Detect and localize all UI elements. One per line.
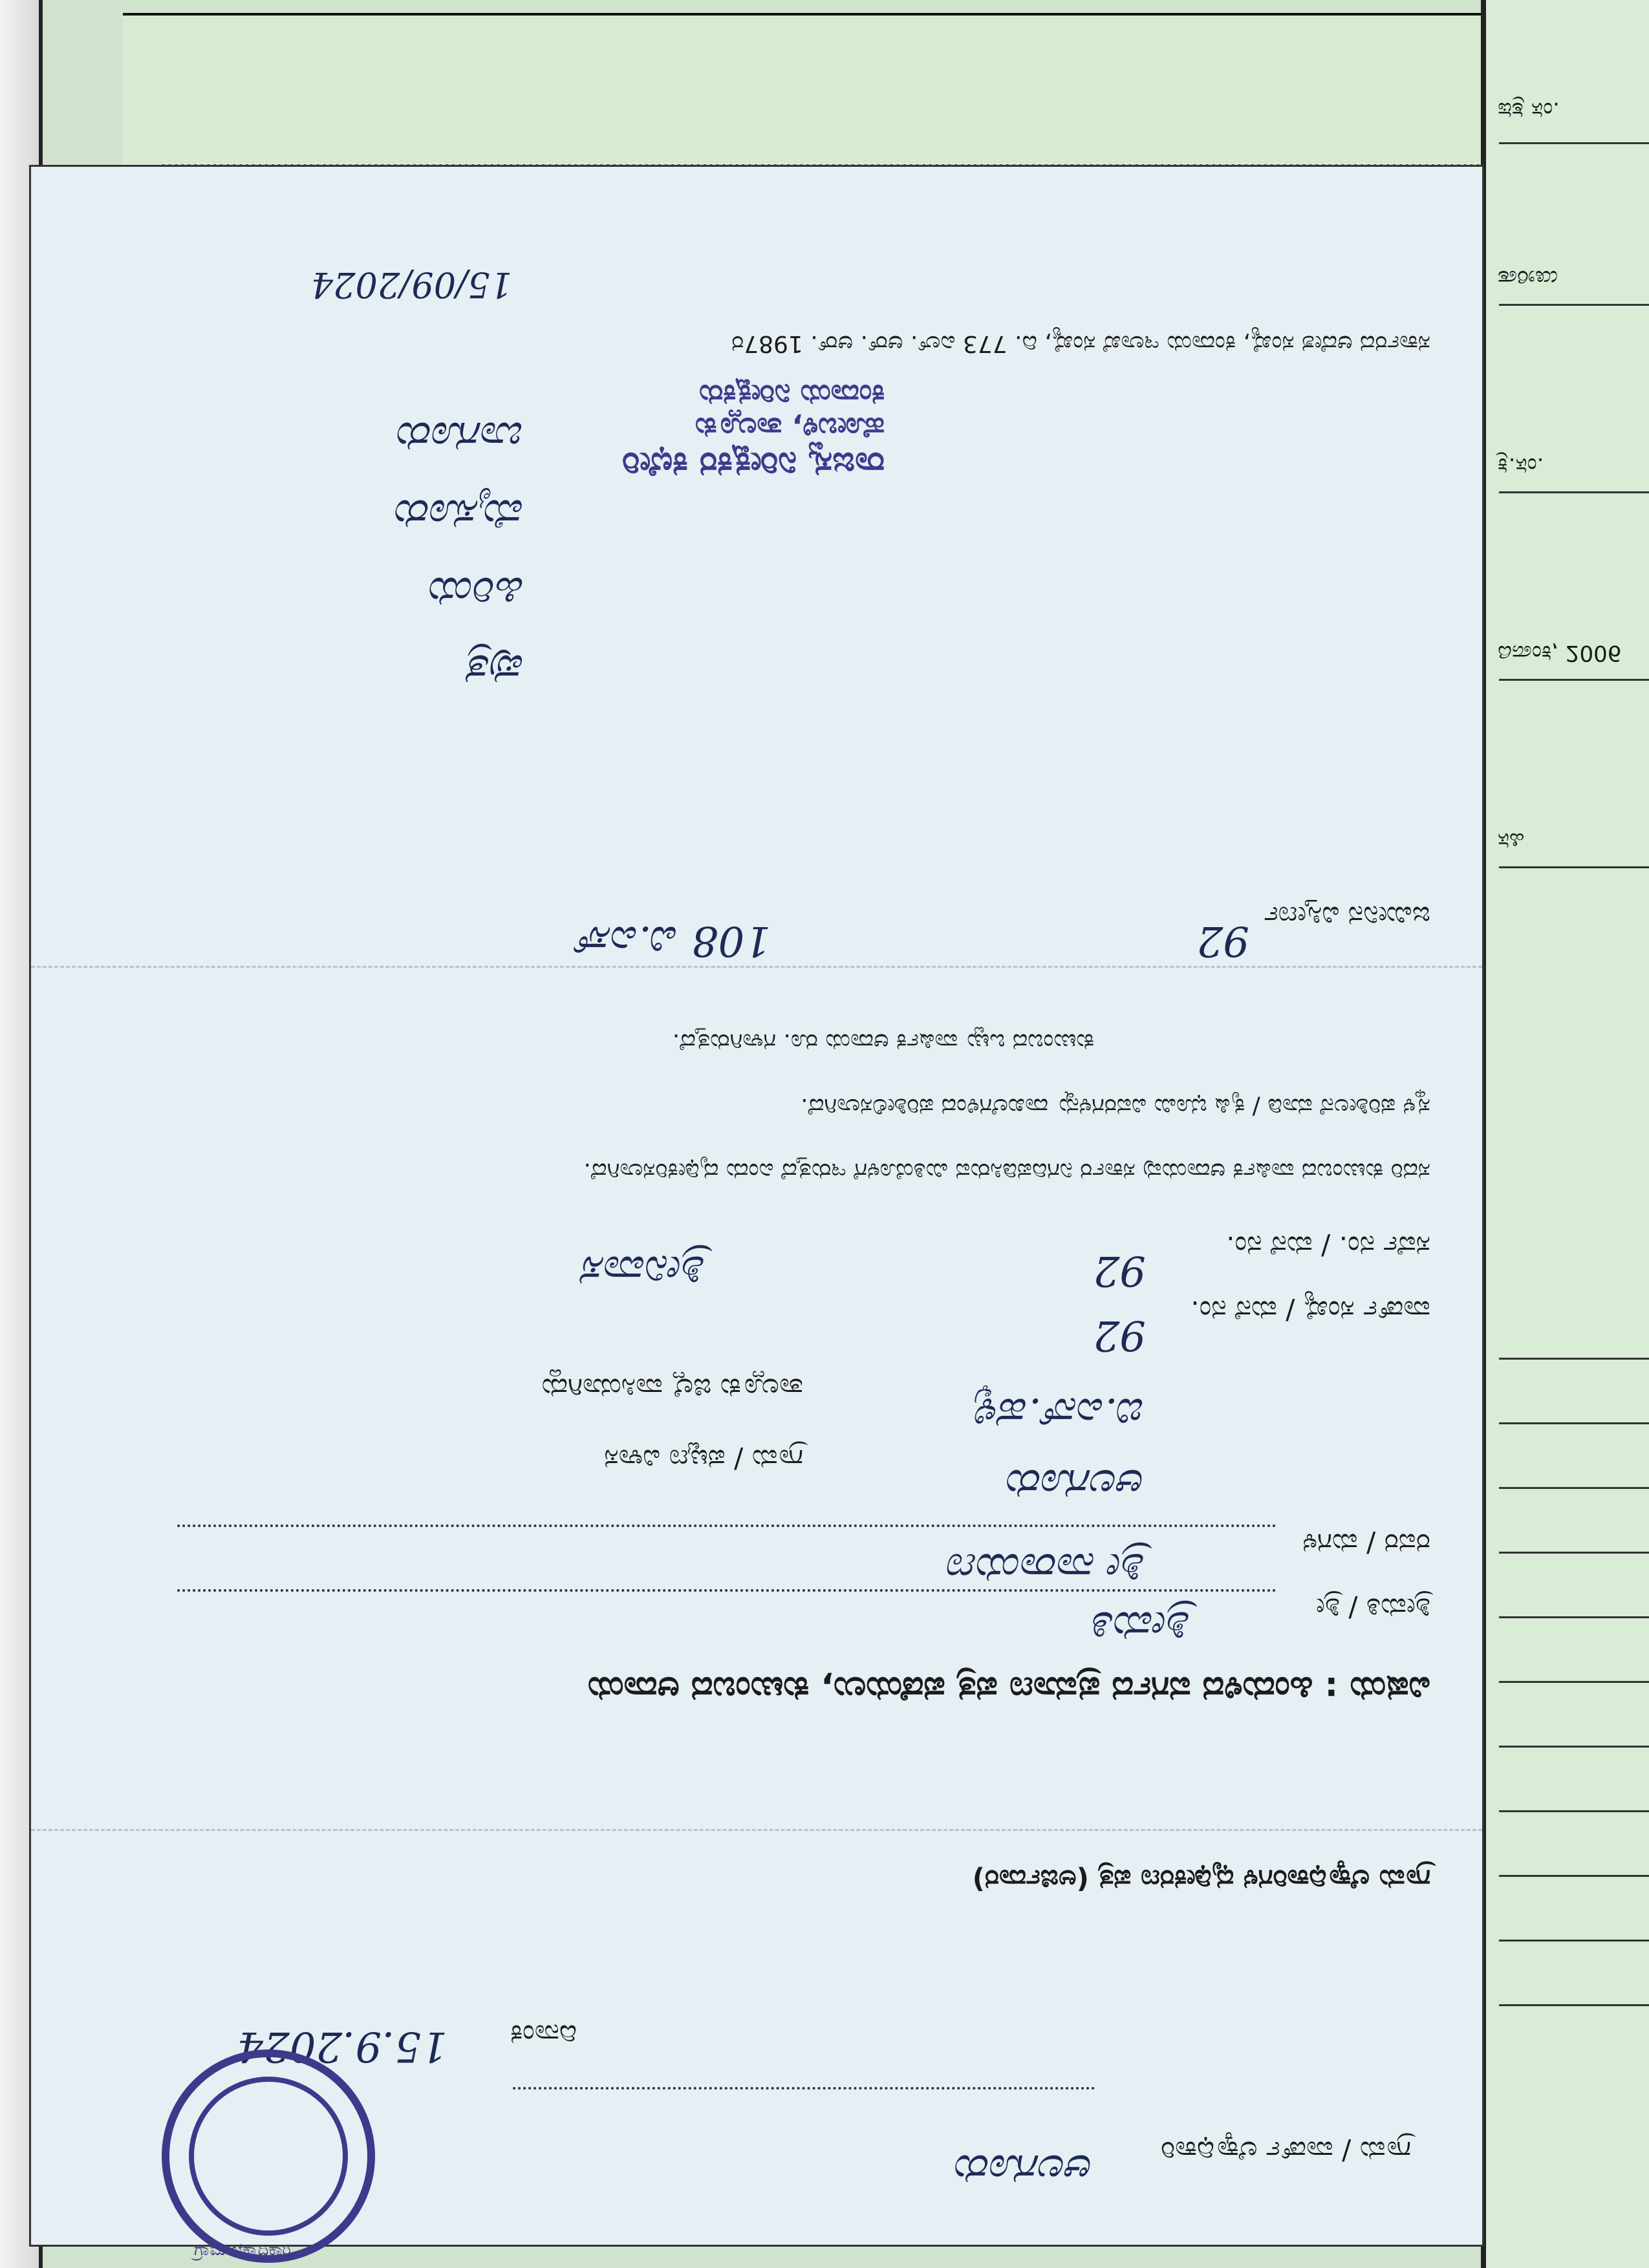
date-label: ದಿನಾಂಕ [510, 2019, 577, 2051]
signature-line [512, 2087, 1094, 2090]
field-label: ವಾರ್ಡ್ ಸಂಖ್ಯೆ / ಮನೆ ನಂ. [1191, 1295, 1430, 1327]
relation: ಪುತ್ರ [468, 645, 525, 693]
officer-seal [322, 341, 885, 484]
form-rule [1499, 1422, 1649, 1424]
hobli-name: ಬಿ.ಎನ್.ಹಳ್ಳಿ [975, 1389, 1146, 1437]
father-name: ಶ್ರೀ ನಾರಾಯಣ [948, 1544, 1146, 1592]
applicant-name: ಶ್ರೀಮತಿ [1093, 1602, 1191, 1650]
side-green-form [1481, 0, 1649, 2268]
form-text: ತಾರೀಖು [1498, 265, 1558, 291]
field-label: ರವರ / ಮಗಳ [1302, 1528, 1430, 1559]
form-text: ಪತ್ರ ಸಂ. [1498, 97, 1560, 123]
paper-fold [31, 1829, 1482, 1831]
paper-fold [31, 966, 1482, 968]
surname: ಶ್ರೀನಿವಾಸ [583, 1246, 706, 1294]
form-rule [1499, 491, 1649, 493]
applicant-signature: ಆಲಗೂರು [956, 2145, 1094, 2193]
district: ಮೈಸೂರು [396, 490, 525, 538]
field-label: ಜಮೀನಿನ ವಿಸ್ತೀರ್ಣ [1264, 901, 1430, 932]
body-sentence: ಸ್ಥಳ ಪರಿಶೀಲನೆ ಮಾಡಿ / ಕೃಷಿ ಭೂಮಿ ವಿವರಗಳನ್ನು ದಾಖಲೆಗಳಿಂದ ಪರಿಶೀಲಿಸಲಾಗಿದೆ. [801, 1093, 1430, 1120]
form-rule [1499, 1940, 1649, 1942]
form-rule [1499, 866, 1649, 868]
form-text: ಕ್ರ.ಸಂ. [1498, 453, 1544, 478]
form-rule [1499, 1616, 1649, 1618]
seal-line: ಕಂದಾಯ ನಿರೀಕ್ಷಕರು [699, 378, 885, 411]
field-label: ಗ್ರಾಮ / ಪಟ್ಟಣ ವಿಳಾಸ [604, 1444, 803, 1475]
officer-signature-date: 15/09/2024 [310, 264, 512, 305]
taluk: ಬಾಗೂರು [398, 412, 525, 460]
field-label: ಶ್ರೀಮತಿ / ಶ್ರೀ [1316, 1592, 1430, 1624]
field-label: ಸರ್ವೆ ನಂ. / ಮನೆ ನಂ. [1226, 1230, 1430, 1262]
seal-line: ಹೋಬಳಿ, ತಾಲ್ಲೂಕು [695, 411, 885, 444]
form-rule [1499, 304, 1649, 306]
form-text: ಸಹಿ [1498, 828, 1525, 853]
survey-number: 92 [1093, 1246, 1146, 1294]
form-rule [1499, 1681, 1649, 1683]
form-rule [1499, 1358, 1649, 1360]
body-sentence: ಸದರಿ ಕುಟುಂಬದ ವಾರ್ಷಿಕ ಆದಾಯವು ಸರ್ಕಾರ ನಿಗದಿಪಡಿಸಿರುವ ಮಿತಿಯೊಳಗೆ ಇರುತ್ತದೆ ಎಂದು ದೃಢೀಕರಿಸಲಾಗಿದೆ. [583, 1158, 1430, 1184]
stamp-inner-ring [189, 2077, 348, 2236]
round-office-stamp [162, 2049, 375, 2263]
form-rule [1499, 1552, 1649, 1554]
form-rule [1499, 679, 1649, 681]
body-sentence: ಕುಟುಂಬದ ಒಟ್ಟು ವಾರ್ಷಿಕ ಆದಾಯ ರೂ. ಗಳಾಗಿರುತ್ತದೆ. [672, 1029, 1094, 1055]
ward-number: 92 [1093, 1311, 1146, 1359]
village-name: ಆಲಗೂರು [1008, 1460, 1146, 1508]
form-rule [1499, 142, 1649, 144]
land-extent: 108 ವಿ.ಎಸ್ [577, 917, 771, 965]
land-count: 92 [1196, 917, 1249, 965]
form-rule [1499, 1810, 1649, 1812]
form-text: ದಿನಾಂಕ, 2006 [1498, 640, 1622, 666]
field-label: ತಾಲ್ಲೂಕು ಜಿಲ್ಲೆ ವಾಸಿಯಾಗಿದ್ದು [539, 1373, 803, 1404]
reference-line: ಸರ್ಕಾರದ ಆದೇಶ ಸಂಖ್ಯೆ, ಕಂದಾಯ ಇಲಾಖೆ ಸಂಖ್ಯೆ, ದಿ. 773 ಎಲ್. ಆರ್. ಆರ್. 1987ರ [731, 330, 1430, 357]
date-value: 15.9.2024 [237, 2022, 447, 2070]
form-rule [1499, 1875, 1649, 1877]
form-rule [1499, 2004, 1649, 2006]
age-status: ಹಿರಿಯ [430, 568, 525, 615]
seal-line: ರಾಜಸ್ವ ನಿರೀಕ್ಷಕರ ಕಛೇರಿ [621, 445, 885, 484]
round-stamp-label: ಗ್ರಾಮ ಲೆಕ್ಕಾಧಿಕಾರಿ [194, 2240, 292, 2260]
document-title: ವಿಷಯ : ಹಿಂದುಳಿದ ವರ್ಗದ ಪ್ರಮಾಣ ಪತ್ರ ಪಡೆಯಲು, ಕುಟುಂಬದ ಆದಾಯ [587, 1669, 1430, 1708]
certificate-document [29, 165, 1484, 2247]
document-header: ಗ್ರಾಮ ಲೆಕ್ಕಾಧಿಕಾರಿಗಳ ಧೃಢೀಕರಣ ಪತ್ರ (ಅರ್ಜಿದಾರ) [972, 1864, 1430, 1896]
form-rule [1499, 1487, 1649, 1489]
signatory-title: ಗ್ರಾಮ / ವಾರ್ಡ್ ಲೆಕ್ಕಾಧಿಕಾರಿ [1160, 2135, 1411, 2167]
fill-line [176, 1524, 1275, 1527]
form-rule [1499, 1746, 1649, 1748]
